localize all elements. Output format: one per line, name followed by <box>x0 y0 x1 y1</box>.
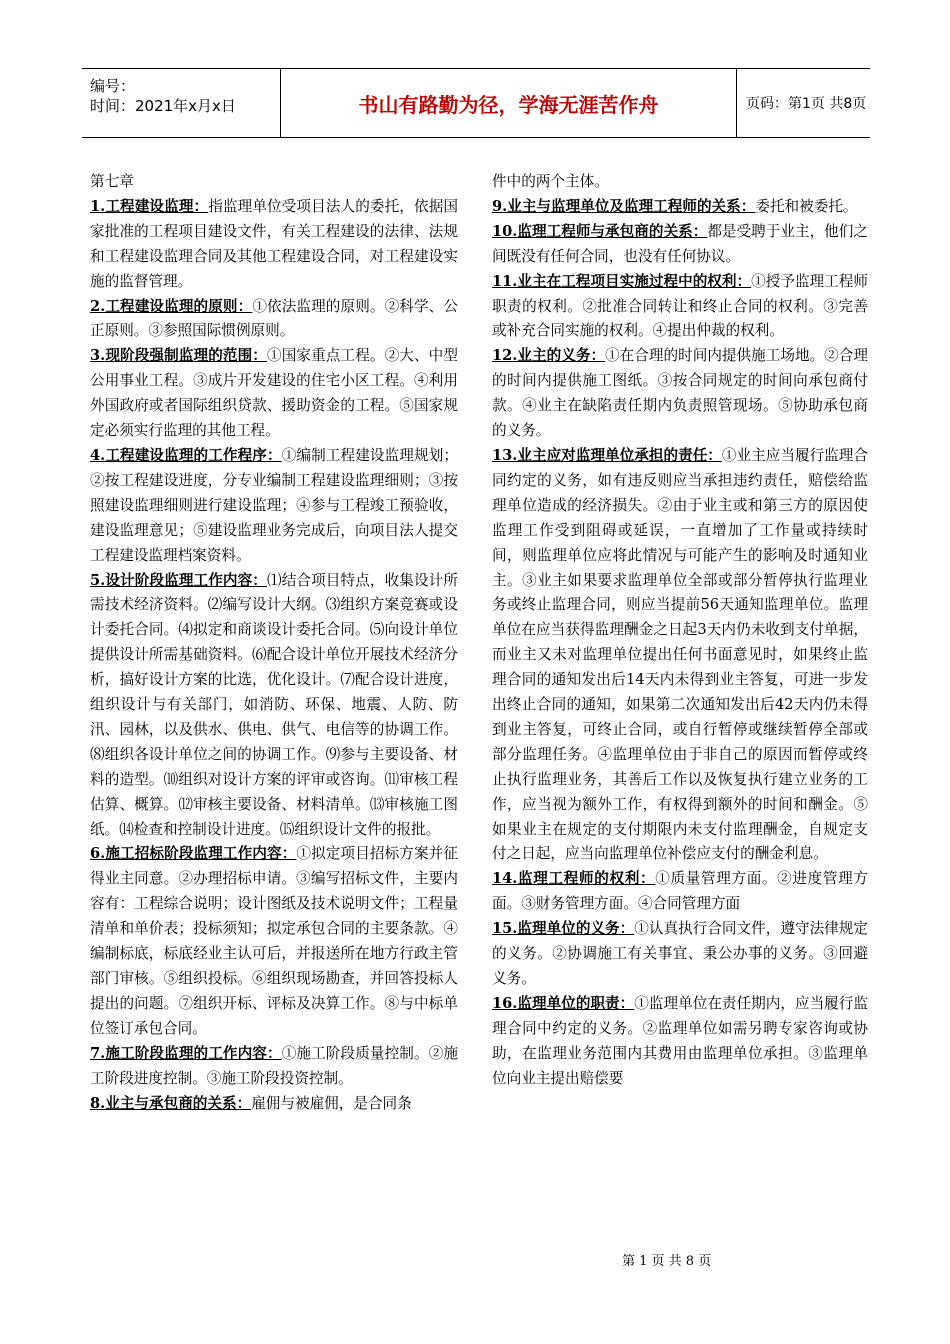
paragraph-text: 雇佣与被雇佣，是合同条 <box>251 1094 412 1112</box>
paragraph-text: 第七章 <box>90 173 134 190</box>
footer-page-label: 第 1 页 共 8 页 <box>622 1254 712 1269</box>
paragraph-heading: 15.监理单位的义务： <box>492 920 635 938</box>
header-motto: 书山有路勤为径，学海无涯苦作舟 <box>281 69 737 137</box>
paragraph-text: ①认真执行合同文件，遵守法律规定的义务。②协调施工有关事宜、秉公办事的义务。③回避义务。 <box>492 920 868 987</box>
paragraph-p8b <box>492 170 868 195</box>
paragraph-heading: 2.工程建设监理的原则： <box>90 297 253 315</box>
paragraph-text: ①施工阶段质量控制。②施工阶段进度控制。③施工阶段投资控制。 <box>90 1044 458 1087</box>
paragraph-heading: 14.监理工程师的权利： <box>492 870 656 888</box>
paragraph-text: ①国家重点工程。②大、中型公用事业工程。③成片开发建设的住宅小区工程。④利用外国政府或者国际组织贷款、援助资金的工程。⑤国家规定必须实行监理的其他工程。 <box>90 347 458 440</box>
paragraph-p1 <box>90 195 458 295</box>
paragraph-p8 <box>90 1092 458 1117</box>
paragraph-heading: 10.监理工程师与承包商的关系： <box>492 222 708 240</box>
page-header <box>82 68 870 138</box>
paragraph-p3 <box>90 344 458 444</box>
paragraph-heading: 12.业主的义务： <box>492 347 606 365</box>
paragraph-p16 <box>492 992 868 1092</box>
paragraph-p7 <box>90 1042 458 1092</box>
paragraph-p10 <box>492 220 868 270</box>
paragraph-text: 都是受聘于业主，他们之间既没有任何合同，也没有任何协议。 <box>492 222 868 265</box>
paragraph-heading: 4.工程建设监理的工作程序： <box>90 446 282 464</box>
right-column <box>492 170 868 1092</box>
paragraph-text: ①拟定项目招标方案并征得业主同意。②办理招标申请。③编写招标文件，主要内容有：工程综合说明；设计图纸及技术说明文件；工程量清单和单价表；投标须知；拟定承包合同的主要条款。④编制标底，标底经业主认可后，并报送所在地方行政主管部门审核。⑤组织投标。⑥组织现场勘查，并回答投标人提出的问题。⑦组织开标、评标及决算工作。⑧与中标单位签订承包合同。 <box>90 845 458 1037</box>
paragraph-ch <box>90 170 458 195</box>
paragraph-heading: 1.工程建设监理： <box>90 197 209 215</box>
paragraph-heading: 3.现阶段强制监理的范围： <box>90 347 268 365</box>
paragraph-p9 <box>492 195 868 220</box>
paragraph-p5 <box>90 569 458 843</box>
paragraph-text: ①业主应当履行监理合同约定的义务，如有违反则应当承担违约责任，赔偿给监理单位造成的经济损失。②由于业主或和第三方的原因使监理工作受到阻碍或延误，一直增加了工作量或持续时间，则监理单位应将此情况与可能产生的影响及时通知业主。③业主如果要求监理单位全部或部分暂停执行监理业务或终止监理合同，则应当提前56天通知监理单位。监理单位在应当获得监理酬金之日起3天内仍未收到支付单据，而业主又未对监理单位提出任何书面意见时，如果终止监理合同的通知发出后14天内未得到业主答复，可进一步发出终止合同的通知，如果第二次通知发出后42天内仍未得到业主答复，可终止合同，或自行暂停或继续暂停全部或部分监理任务。④监理单位由于非自己的原因而暂停或终止执行监理业务，其善后工作以及恢复执行建立业务的工作，应当视为额外工作，有权得到额外的时间和酬金。⑤如果业主在规定的支付期限内未支付监理酬金，自规定支付之日起，应当向监理单位补偿应支付的酬金利息。 <box>492 446 868 863</box>
paragraph-text: ①编制工程建设监理规划；②按工程建设进度，分专业编制工程建设监理细则；③按照建设监理细则进行建设监理；④参与工程竣工预验收，建设监理意见；⑤建设监理业务完成后，向项目法人提交工程建设监理档案资料。 <box>90 446 458 564</box>
paragraph-heading: 13.业主应对监理单位承担的责任： <box>492 446 722 464</box>
paragraph-heading: 8.业主与承包商的关系： <box>90 1094 252 1112</box>
header-meta <box>82 69 281 137</box>
paragraph-p14 <box>492 867 868 917</box>
left-column <box>90 170 458 1116</box>
paragraph-text: ①依法监理的原则。②科学、公正原则。③参照国际惯例原则。 <box>90 297 458 340</box>
number-label: 编号： <box>90 77 136 95</box>
paragraph-p2 <box>90 295 458 345</box>
time-label: 时间：2021年x月x日 <box>90 97 236 115</box>
paragraph-heading: 5.设计阶段监理工作内容： <box>90 571 268 589</box>
paragraph-text: 件中的两个主体。 <box>492 173 609 190</box>
paragraph-heading: 9.业主与监理单位及监理工程师的关系： <box>492 197 756 215</box>
paragraph-heading: 11.业主在工程项目实施过程中的权利： <box>492 272 752 290</box>
paragraph-text: ①授予监理工程师职责的权利。②批准合同转让和终止合同的权利。③完善或补充合同实施的权利。④提出仲裁的权利。 <box>492 272 868 340</box>
paragraph-p12 <box>492 344 868 444</box>
paragraph-p6 <box>90 842 458 1041</box>
paragraph-heading: 16.监理单位的职责： <box>492 994 635 1012</box>
paragraph-text: 委托和被委托。 <box>755 197 858 215</box>
paragraph-text: ①质量管理方面。②进度管理方面。③财务管理方面。④合同管理方面 <box>492 870 868 913</box>
paragraph-p4 <box>90 444 458 569</box>
paragraph-p13 <box>492 444 868 867</box>
paragraph-text: ①监理单位在责任期内，应当履行监理合同中约定的义务。②监理单位如需另聘专家咨询或协助，在监理业务范围内其费用由监理单位承担。③监理单位向业主提出赔偿要 <box>492 994 868 1087</box>
paragraph-heading: 6.施工招标阶段监理工作内容： <box>90 845 297 863</box>
paragraph-heading: 7.施工阶段监理的工作内容： <box>90 1044 282 1062</box>
paragraph-p11 <box>492 270 868 345</box>
paragraph-text: 指监理单位受项目法人的委托，依据国家批准的工程项目建设文件，有关工程建设的法律、法规和工程建设监理合同及其他工程建设合同，对工程建设实施的监督管理。 <box>90 197 458 290</box>
paragraph-text: ⑴结合项目特点，收集设计所需技术经济资料。⑵编写设计大纲。⑶组织方案竞赛或设计委托合同。⑷拟定和商谈设计委托合同。⑸向设计单位提供设计所需基础资料。⑹配合设计单位开展技术经济分析，搞好设计方案的比选，优化设计。⑺配合设计进度，组织设计与有关部门，如消防、环保、地震、人防、防汛、园林，以及供水、供电、供气、电信等的协调工作。⑻组织各设计单位之间的协调工作。⑼参与主要设备、材料的造型。⑽组织对设计方案的评审或咨询。⑾审核工程估算、概算。⑿审核主要设备、材料清单。⒀审核施工图纸。⒁检查和控制设计进度。⒂组织设计文件的报批。 <box>90 571 458 838</box>
paragraph-p15 <box>492 917 868 992</box>
header-page-info: 页码：第1页 共8页 <box>746 96 867 112</box>
paragraph-text: ①在合理的时间内提供施工场地。②合理的时间内提供施工图纸。③按合同规定的时间向承包商付款。④业主在缺陷责任期内负责照管现场。⑤协助承包商的义务。 <box>492 347 868 440</box>
